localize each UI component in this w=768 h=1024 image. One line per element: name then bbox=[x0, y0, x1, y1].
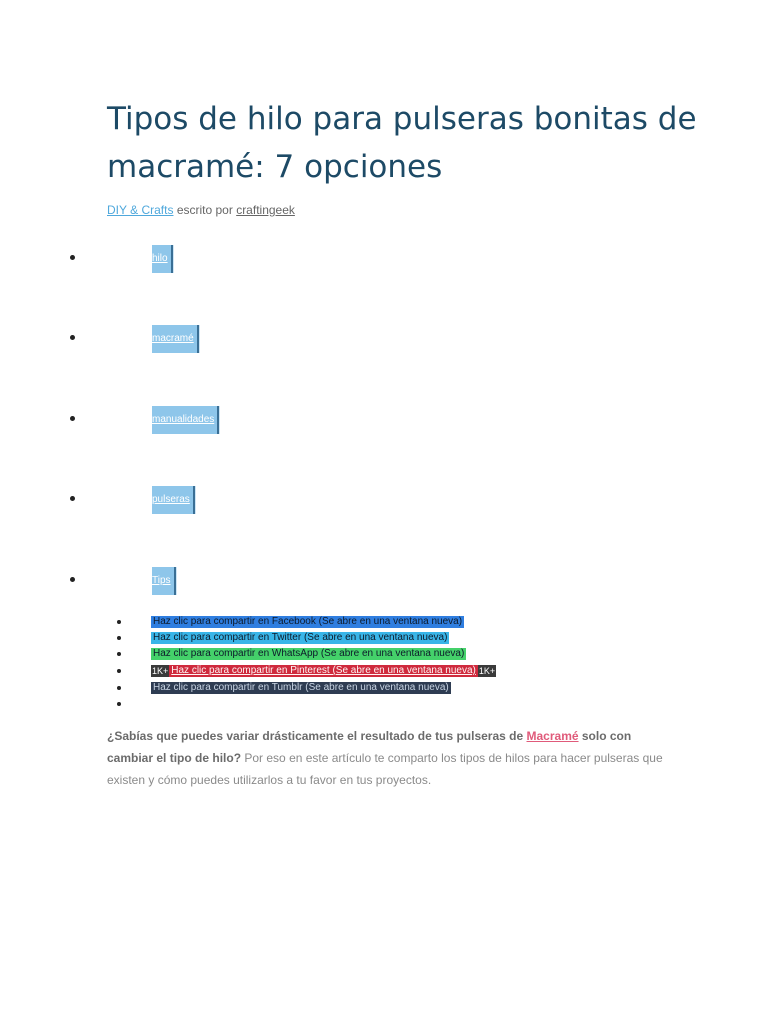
share-row bbox=[151, 632, 449, 644]
share-whatsapp-link[interactable]: Haz clic para compartir en WhatsApp (Se abre en una ventana nueva) bbox=[153, 648, 465, 659]
byline-text: escrito por bbox=[176, 203, 233, 217]
bullet bbox=[117, 669, 121, 673]
share-facebook-link[interactable]: Haz clic para compartir en Facebook (Se abre en una ventana nueva) bbox=[153, 616, 463, 627]
tag-item bbox=[0, 325, 400, 353]
bullet bbox=[70, 335, 75, 340]
share-item-empty bbox=[0, 698, 600, 712]
share-row bbox=[151, 616, 464, 628]
tag-item bbox=[0, 486, 400, 514]
bullet bbox=[117, 702, 121, 706]
bullet bbox=[70, 577, 75, 582]
tag-link-pulseras[interactable]: pulseras bbox=[152, 486, 195, 514]
bullet bbox=[117, 620, 121, 624]
share-pinterest-link[interactable]: Haz clic para compartir en Pinterest (Se abre en una ventana nueva) bbox=[171, 665, 476, 676]
macrame-link[interactable]: Macramé bbox=[526, 729, 579, 743]
share-item-facebook bbox=[0, 616, 600, 630]
article-meta bbox=[107, 203, 295, 217]
tag-link-manualidades[interactable]: manualidades bbox=[152, 406, 219, 434]
bullet bbox=[117, 636, 121, 640]
intro-body: Por eso en este artículo te comparto los tipos de hilos para hacer pulseras que existen y cómo puedes utilizarlos a tu favor en tus proyectos. bbox=[107, 751, 663, 787]
category-link[interactable]: DIY & Crafts bbox=[107, 203, 174, 217]
bullet bbox=[70, 416, 75, 421]
tag-link-macrame[interactable]: macramé bbox=[152, 325, 199, 353]
bullet bbox=[117, 652, 121, 656]
share-tumblr-link[interactable]: Haz clic para compartir en Tumblr (Se abre en una ventana nueva) bbox=[153, 682, 449, 693]
intro-bold-suffix: solo con cambiar el tipo de hilo? bbox=[107, 729, 632, 765]
author-link[interactable]: craftingeek bbox=[236, 203, 295, 217]
pinterest-count-before: 1K+ bbox=[152, 666, 169, 676]
share-row bbox=[151, 665, 496, 677]
bullet bbox=[117, 686, 121, 690]
tag-link-hilo[interactable]: hilo bbox=[152, 245, 173, 273]
tag-item bbox=[0, 567, 400, 595]
tag-item bbox=[0, 406, 400, 434]
share-item-whatsapp bbox=[0, 648, 600, 662]
share-item-tumblr bbox=[0, 682, 600, 696]
tag-item bbox=[0, 245, 400, 273]
share-row bbox=[151, 648, 466, 660]
tag-link-tips[interactable]: Tips bbox=[152, 567, 176, 595]
bullet bbox=[70, 255, 75, 260]
share-row bbox=[151, 682, 451, 694]
bullet bbox=[70, 496, 75, 501]
share-twitter-link[interactable]: Haz clic para compartir en Twitter (Se abre en una ventana nueva) bbox=[153, 632, 448, 643]
intro-paragraph bbox=[107, 725, 667, 791]
share-item-pinterest bbox=[0, 665, 600, 679]
intro-bold-prefix: ¿Sabías que puedes variar drásticamente el resultado de tus pulseras de bbox=[107, 729, 524, 743]
share-item-twitter bbox=[0, 632, 600, 646]
article-title: Tipos de hilo para pulseras bonitas de macramé: 7 opciones bbox=[107, 101, 697, 185]
pinterest-count-after: 1K+ bbox=[478, 666, 496, 676]
